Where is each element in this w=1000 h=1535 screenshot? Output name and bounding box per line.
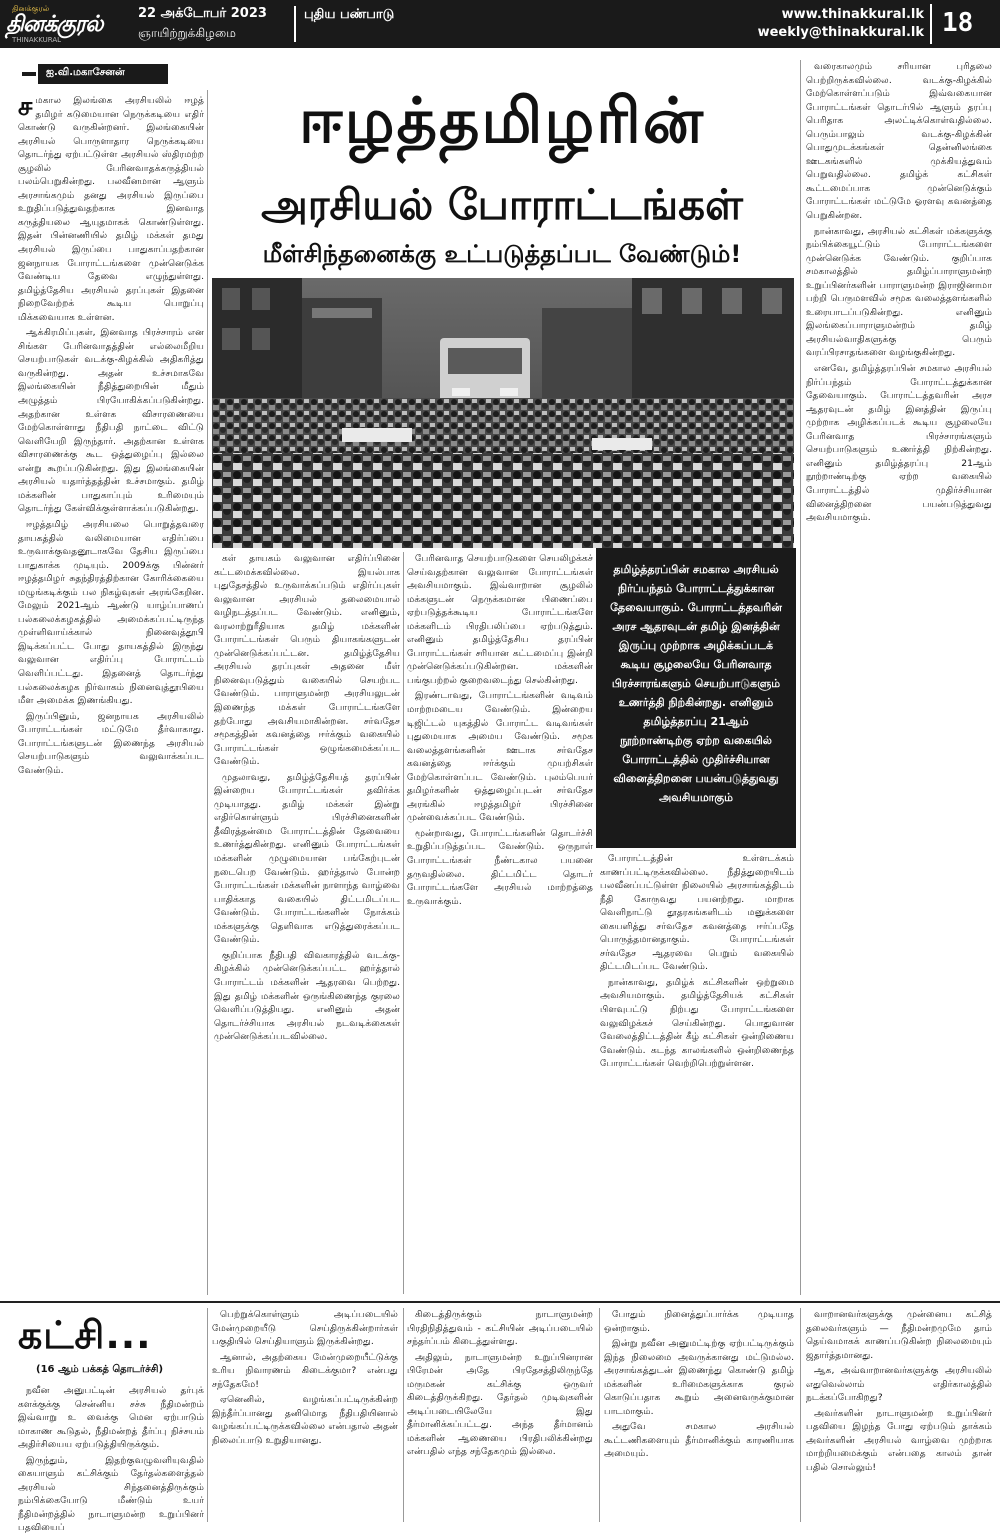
katchi-col4-paragraph-3: அதுவே சமகால அரசியல் கூட்டணிகளையும் தீர்மானிக்கும் காரணியாக அமையும். <box>604 1421 794 1460</box>
katchi-col1-paragraph-2: இருந்தும், இதற்குவழுவளியுவதில் கையாளும் கட்சிக்கும் தேர்தல்களைத்தல் அரசியல் சிந்தனைத்திருக்கும் நம்பிக்கையோடு மீண்டும் உயர் நீதிமன்றத்தில் நாடாளுமன்ற உறுப்பினர் பதவியைப் <box>18 1454 204 1534</box>
col3-paragraph-3: மூன்றாவது, போராட்டங்களின் தொடர்ச்சி உறுதிப்படுத்தப்பட வேண்டும். ஒருநாள் போராட்டங்கள் நீண்டகால பயனை தருவதில்லை. திட்டமிட்ட தொடர் போராட்டங்களே அரசியல் மாற்றத்தை உருவாக்கும். <box>407 827 593 907</box>
col5-paragraph-3: எனவே, தமிழ்த்தரப்பின் சமகால அரசியல் நிர்ப்பந்தம் போராட்டத்துக்கான தேவையாகும். போராட்டத்தவரின் அரச ஆதரவுடன் தமிழ் இனத்தின் இருப்பு முற்றாக அழிக்கப்படக் கூடிய சூழலையே பேரினவாத பிரச்சாரங்களும் செயற்பாடுகளும் உணர்த்தி நிற்கின்றது. எனினும் தமிழ்த்தரப்பு 21ஆம் நூற்றாண்டிற்கு ஏற்ற வகையில் போராட்டத்தில் முதிர்ச்சியான வினைத்திறனை பயன்படுத்துவது அவசியமாகும். <box>806 363 992 524</box>
katchi-col5-paragraph-1: வாறானவர்களுக்கு முன்னைய கட்சித் தலைவர்களும் — நீதிமன்றமுமே தாம் தெய்வமாகக் காணப்படுகின்ற நிலைமையும் ஜதார்த்தமானது. <box>806 1309 992 1361</box>
headline-secondary: அரசியல் போராட்டங்கள் <box>261 180 743 229</box>
article-column-5 <box>806 60 992 1294</box>
protest-crowd-photo[interactable] <box>212 278 794 548</box>
katchi-col4-paragraph-1: போதும் நினைத்துப்பார்க்க முடியாத ஒன்றாகும். <box>604 1309 794 1334</box>
issue-date-block <box>138 6 288 42</box>
col2-paragraph-1: கள் தாயகம் வலுவான எதிர்ப்பினை கட்டமைக்கவில்லை. இயல்பாக புதுதேசத்தில் உருவாக்கப்படும் எதிர்ப்புகள் வலுவான அரசியல் தலைமையால் வழிநடத்தப்பட வேண்டும். எனினும், வரலாற்றுரீதியாக தமிழ் மக்களின் போராட்டங்கள் பெரும் தியாகங்களுடன் முன்னெடுக்கப்பட்டன. தமிழ்த்தேசிய அரசியல் தரப்புகள் அதனை மீள் நினைவுபடுத்தும் வகையில் செயற்பட வேண்டும். பாராளுமன்ற அரசியலுடன் இணைந்த மக்கள் போராட்டங்களே தற்போது அவசியமாகின்றன. சர்வதேச சமூகத்தின் கவனத்தை ஈர்க்கும் வகையில் போராட்டங்கள் ஒழுங்கமைக்கப்பட வேண்டும். <box>214 553 400 768</box>
katchi-column-4 <box>604 1308 794 1522</box>
logo-small-text: தினக்குரல் <box>12 4 50 13</box>
section-label: புதிய பண்பாடு <box>304 7 395 22</box>
article-column-3 <box>407 552 593 1294</box>
email-link[interactable]: weekly@thinakkural.lk <box>757 25 924 40</box>
col3-paragraph-1: பேரினவாத செயற்பாடுகளை செயலிழக்கச் செய்வதற்கான வலுவான போராட்டங்கள் அவசியமாகும். இவ்வாறான சூழலில் மக்களுடன் நெருக்கமான பிணைப்பை ஏற்படுத்தக்கூடிய போராட்டங்களே மக்களிடம் பிரதிபலிப்பை ஏற்படுத்தும். எனினும் தமிழ்த்தேசிய தரப்பின் போராட்டங்கள் சரியான கட்டமைப்பு இன்றி முன்னெடுக்கப்படுகின்றன. மக்களின் பங்குபற்றல் குறைவடைந்து செல்கின்றது. <box>407 553 593 686</box>
masthead-divider <box>294 6 296 42</box>
column-rule <box>800 1308 801 1522</box>
headline-deck: மீள்சிந்தனைக்கு உட்படுத்தப்பட வேண்டும்! <box>262 240 742 268</box>
column-rule <box>800 60 801 1295</box>
column-rule <box>207 1308 208 1522</box>
col4-paragraph-1: போராட்டத்தின் உள்ளடக்கம் காணப்பட்டிருக்கவில்லை. நீதித்துறையிடம் பலவீனப்பட்டுள்ள நிலையில் அரசாங்கத்திடம் நீதி கோருவது பயனற்றது. மாறாக வெளிநாட்டு தூதரகங்களிடம் மனுக்களை கையளித்து சர்வதேச கவனத்தை ஈர்ப்பதே பொருத்தமானதாகும். போராட்டங்கள் சர்வதேச ஆதரவை பெறும் வகையில் திட்டமிடப்பட வேண்டும். <box>600 853 794 973</box>
katchi-col5-paragraph-3: அவர்களின் நாடாளுமன்ற உறுப்பினர் பதவியை இழந்த போது ஏற்படும் தாக்கம் அவர்களின் அரசியல் வாழ்வை முற்றாக மாற்றியமைக்கும் என்பதை காலம் தான் பதில் சொல்லும்! <box>806 1407 992 1474</box>
col1-paragraph-1: மகால இலங்கை அரசியலில் ஈழத் தமிழர் கடுமையான நெருக்கடியை எதிர் கொண்டு வருகின்றனர். இலங்கையின் அரசியல் பொருளாதார நெருக்கடியை தொடர்ந்து ஏற்பட்டுள்ள அரசியல் ஸ்திரமற்ற சூழலில் பேரினவாதக்கருத்தியல் பலம்பெறுகின்றது. பலவீனமான ஆளும் அரசாங்கமும் தனது அரசியல் இருப்பை உறுதிப்படுத்துவதற்காக இனவாத கருத்தியலை ஆயுதமாகக் கொண்டுள்ளது. இதன் பின்னணியில் தமிழ் மக்கள் தமது அரசியல் இருப்பை பாதுகாப்பதற்கான ஜனநாயக போராட்டங்களை முன்னெடுக்க வேண்டிய தேவை எழுந்துள்ளது. தமிழ்த்தேசிய அரசியல் தரப்புகள் இதனை நிறைவேற்றக் கூடிய பொறுப்பு மிக்கவையாக உள்ளன. <box>18 95 204 323</box>
col4-paragraph-2: நான்காவது, தமிழ்க் கட்சிகளின் ஒற்றுமை அவசியமாகும். தமிழ்த்தேசியக் கட்சிகள் பிளவுபட்டு நிற்பது போராட்டங்களை வலுவிழக்கச் செய்கின்றது. பொதுவான வேலைத்திட்டத்தின் கீழ் கட்சிகள் ஒன்றிணைய வேண்டும். கடந்த காலங்களில் ஒன்றிணைந்த போராட்டங்கள் வெற்றிபெற்றுள்ளன. <box>600 976 794 1070</box>
drop-cap: ச <box>18 92 33 122</box>
katchi-column-2 <box>212 1308 398 1522</box>
issue-date: 22 அக்டோபர் 2023 <box>138 6 267 21</box>
contact-block <box>758 6 924 42</box>
page-number: 18 <box>942 8 974 38</box>
col5-paragraph-2: நான்காவது, அரசியல் கட்சிகள் மக்களுக்கு நம்பிக்கையூட்டும் போராட்டங்களை முன்னெடுக்க வேண்டும். குறிப்பாக சமகாலத்தில் தமிழ்ப்பாராளுமன்ற உறுப்பினர்களின் பாராளுமன்ற இராஜினாமா பற்றி பெருமளவில் சமூக வலைத்தளங்களில் உரையாடப்படுகின்றது. எனினும் இலங்கைப்பாராளுமன்றம் தமிழ் அரசியல்வாதிகளுக்கு பெரும் வரப்பிரசாதங்களை வழங்குகின்றது. <box>806 225 992 359</box>
headline-main: ஈழத்தமிழரின் <box>298 84 706 157</box>
katchi-column-5 <box>806 1308 992 1522</box>
katchi-col3-paragraph-1: கிடைத்திருக்கும் நாடாளுமன்ற பிரதிநிதித்துவம் - கட்சியின் அடிப்படையில் சந்தர்ப்பம் கிடைத்துள்ளது. <box>407 1309 593 1348</box>
katchi-col2-paragraph-2: ஆனால், அதற்கைய மேன்முறையீட்டுக்கு உரிய நிவாரணம் கிடைக்குமா? என்பது சந்தேகமே! <box>212 1351 398 1390</box>
katchi-column-3 <box>407 1308 593 1522</box>
katchi-col3-paragraph-2: அதிலும், நாடாளுமன்ற உறுப்பினரான பிரேமன் அதே பிரதேசத்திலிருந்தே மருமகன் கட்சிக்கு ஒருவர் கிடைத்திருக்கிறது. தேர்தல் முடிவுகளின் அடிப்படையிலேயே இது தீர்மானிக்கப்பட்டது. அந்த தீர்மானம் மக்களின் ஆணையை பிரதிபலிக்கின்றது என்பதில் எந்த சந்தேகமும் இல்லை. <box>407 1351 593 1458</box>
newspaper-logo[interactable] <box>6 4 126 44</box>
column-rule <box>207 90 208 1295</box>
col2-paragraph-3: குறிப்பாக நீதிபதி விவகாரத்தில் வடக்கு-கிழக்கில் முன்னெடுக்கப்பட்ட ஹர்த்தால் போராட்டம் மக்களின் ஆதரவை பெற்றது. இது தமிழ் மக்களின் ஒருங்கிணைந்த குரலை வெளிப்படுத்தியது. எனினும் அதன் தொடர்ச்சியாக அரசியல் நடவடிக்கைகள் முன்னெடுக்கப்படவில்லை. <box>214 949 400 1043</box>
katchi-col2-paragraph-3: ஏனெனில், வழங்கப்பட்டிருக்கின்ற இந்தீர்ப்பானது தனிமொத நீதிபதியினால் வழங்கப்பட்டிருக்கவில்லை என்பதால் அதன் நிலைப்பாடு உறுதியானது. <box>212 1394 398 1446</box>
masthead <box>0 0 1000 48</box>
author-byline: ஐ.வி.மகாசேனன் <box>38 64 168 84</box>
col1-paragraph-2: ஆக்கிரமிப்புகள், இனவாத பிரச்சாரம் என சிங்கள பேரினவாதத்தின் எல்லைமீறிய செயற்பாடுகள் வடக்கு-கிழக்கில் அதிகரித்து வருகின்றது. அதன் உச்சமாகவே இலங்கையின் நீதித்துறையின் மீதும் அழுத்தம் பிரயோகிக்கப்படுகின்றது. அதற்கான உள்ளக விசாரணையை மேற்கொள்ளாது நீதிபதி நாட்டை விட்டு வெளியேறி இருந்தார். அதற்கான உள்ளக விசாரணைக்கு கூட ஒத்துழைப்பு இல்லை என்று கூறப்படுகின்றது. இது இலங்கையின் அரசியல் யதார்த்தத்தின் உச்சமாகும். தமிழ் மக்களின் பாதுகாப்பும் உரிமையும் தொடர்ந்து கேள்விக்குள்ளாக்கப்படுகின்றது. <box>18 327 204 515</box>
article-column-4 <box>600 852 794 1294</box>
katchi-col1-paragraph-1: நவீன அனுபட்டின் அரசியல் தர்புக் களக்குக்கு சென்னிய சச்சு நீதிமன்றம் இவ்வாறு உ வைக்கு மென ஏற்பாடும் மாகாண கூடுதல், நீதிமன்றத் தீர்ப்பு நிச்சயம் அதிர்சியைய ஏற்படுத்தியிருக்கும். <box>18 1385 204 1451</box>
column-rule <box>599 1308 600 1522</box>
katchi-col2-paragraph-1: பெற்றுக்கொள்ளும் அடிப்படையில் மேன்முறையீடு செய்திருக்கின்றார்கள் பகுதியில் செய்தியாளும் இருக்கின்றது. <box>212 1309 398 1348</box>
article-column-1 <box>18 94 204 1294</box>
issue-day: ஞாயிற்றுக்கிழமை <box>138 26 236 40</box>
logo-subtext: THINAKKURAL <box>12 36 62 44</box>
page-number-box <box>930 4 1000 44</box>
logo-text: தினக்குரல் <box>6 12 103 37</box>
katchi-title: கட்சி... <box>18 1313 152 1357</box>
continuation-note: (16 ஆம் பக்கத் தொடர்ச்சி) <box>36 1364 164 1375</box>
column-rule <box>403 552 404 1294</box>
col5-paragraph-1: வரைகாலமும் சரியான புரிதலை பெற்றிருக்கவில்லை. வடக்கு-கிழக்கில் மேற்கொள்ளப்படும் இவ்வகையான போராட்டங்கள் தொடர்பில் ஆளும் தரப்பு பெரிதாக அலட்டிக்கொள்வதில்லை. பெரும்பாலும் வடக்கு-கிழக்கின் பொதுமுடக்கங்கள் தென்னிலங்கை ஊடகங்களில் முக்கியத்துவம் பெறுவதில்லை. தமிழ்க் கட்சிகள் கூட்டமைப்பாக முன்னெடுக்கும் போராட்டங்கள் மட்டுமே ஓரளவு கவனத்தை பெறுகின்றன. <box>806 61 992 222</box>
katchi-col4-paragraph-2: இன்று நவீன அனுமட்டிற்கு ஏற்பட்டிருக்கும் இந்த நிலைமை அவருக்கானது மட்டுமல்ல. அரசாங்கத்துடன் இணைந்து கொண்டு தமிழ் மக்களின் உரிமைகளுக்காக குரல் கொடுப்பதாக கூறும் அனைவருக்குமான பாடமாகும். <box>604 1338 794 1417</box>
katchi-col5-paragraph-2: ஆக, அவ்வாறானவர்களுக்கு அரசியலில் எதுவெல்லாம் எதிர்காலத்தில் நடக்கப்போகிறது? <box>806 1365 992 1404</box>
website-link[interactable]: www.thinakkural.lk <box>781 7 924 22</box>
col1-paragraph-4: இருப்பினும், ஜனநாயக அரசியலில் போராட்டங்கள் மட்டுமே தீர்வாகாது. போராட்டங்களுடன் இணைந்த அரசியல் செயற்பாடுகளும் வலுவாக்கப்பட வேண்டும். <box>18 710 204 776</box>
col2-paragraph-2: முதலாவது, தமிழ்த்தேசியத் தரப்பின் இன்றைய போராட்டங்கள் தவிர்க்க முடியாதது. தமிழ் மக்கள் இன்று எதிர்கொள்ளும் பிரச்சினைகளின் தீவிரத்தன்மை போராட்டத்தின் தேவையை உணர்த்துகின்றது. எனினும் போராட்டங்கள் மக்களின் முழுமையான பங்கேற்புடன் நடைபெற வேண்டும். ஹர்த்தால் போன்ற போராட்டங்கள் மக்களின் நாளாந்த வாழ்வை பாதிக்காத வகையில் திட்டமிடப்பட வேண்டும். போராட்டங்களின் நோக்கம் மக்களுக்கு தெளிவாக எடுத்துரைக்கப்பட வேண்டும். <box>214 771 400 946</box>
katchi-column-1 <box>18 1384 204 1534</box>
col1-paragraph-3: ஈழத்தமிழ் அரசியலை பொறுத்தவரை தாயகத்தில் வலிமையான எதிர்ப்பை உருவாக்குவதனூடாகவே தேசிய இருப்பை பாதுகாக்க முடியும். 2009க்கு பின்னர் ஈழத்தமிழர் சுதந்திரத்திற்கான கோரிக்கையை மழுங்கடிக்கும் பல நிகழ்வுகள் அரங்கேறின. மேலும் 2021ஆம் ஆண்டு யாழ்ப்பாணப் பல்கலைக்கழகத்தில் அமைக்கப்பட்டிருந்த முள்ளிவாய்க்கால் நினைவுத்தூபி இடிக்கப்பட்ட போது தாயகத்தில் இருந்து வலுவான எதிர்ப்பு போராட்டம் வெளிப்பட்டது. இதனைத் தொடர்ந்து பல்கலைக்கழக நிர்வாகம் நினைவுத்தூபியை மீள அமைக்க இணங்கியது. <box>18 518 204 707</box>
column-rule <box>403 1308 404 1522</box>
pull-quote: தமிழ்த்தரப்பின் சமகால அரசியல் நிர்ப்பந்தம் போராட்டத்துக்கான தேவையாகும். போராட்டத்தவரின் அரச ஆதரவுடன் தமிழ் இனத்தின் இருப்பு முற்றாக அழிக்கப்படக் கூடிய சூழலையே பேரினவாத பிரச்சாரங்களும் செயற்பாடுகளும் உணர்த்தி நிற்கின்றது. எனினும் தமிழ்த்தரப்பு 21ஆம் நூற்றாண்டிற்கு ஏற்ற வகையில் போராட்டத்தில் முதிர்ச்சியான வினைத்திறனை பயன்படுத்துவது அவசியமாகும் <box>596 548 796 848</box>
section-divider <box>0 1301 1000 1303</box>
col3-paragraph-2: இரண்டாவது, போராட்டங்களின் வடிவம் மாற்றமடைய வேண்டும். இன்றைய டிஜிட்டல் யுகத்தில் போராட்ட வடிவங்கள் புதுமையாக அமைய வேண்டும். சமூக வலைத்தளங்களின் ஊடாக சர்வதேச கவனத்தை ஈர்க்கும் முயற்சிகள் மேற்கொள்ளப்பட வேண்டும். புலம்பெயர் தமிழர்களின் ஒத்துழைப்புடன் சர்வதேச அரங்கில் ஈழத்தமிழர் பிரச்சினை முன்வைக்கப்பட வேண்டும். <box>407 690 593 824</box>
article-column-2 <box>214 552 400 1294</box>
